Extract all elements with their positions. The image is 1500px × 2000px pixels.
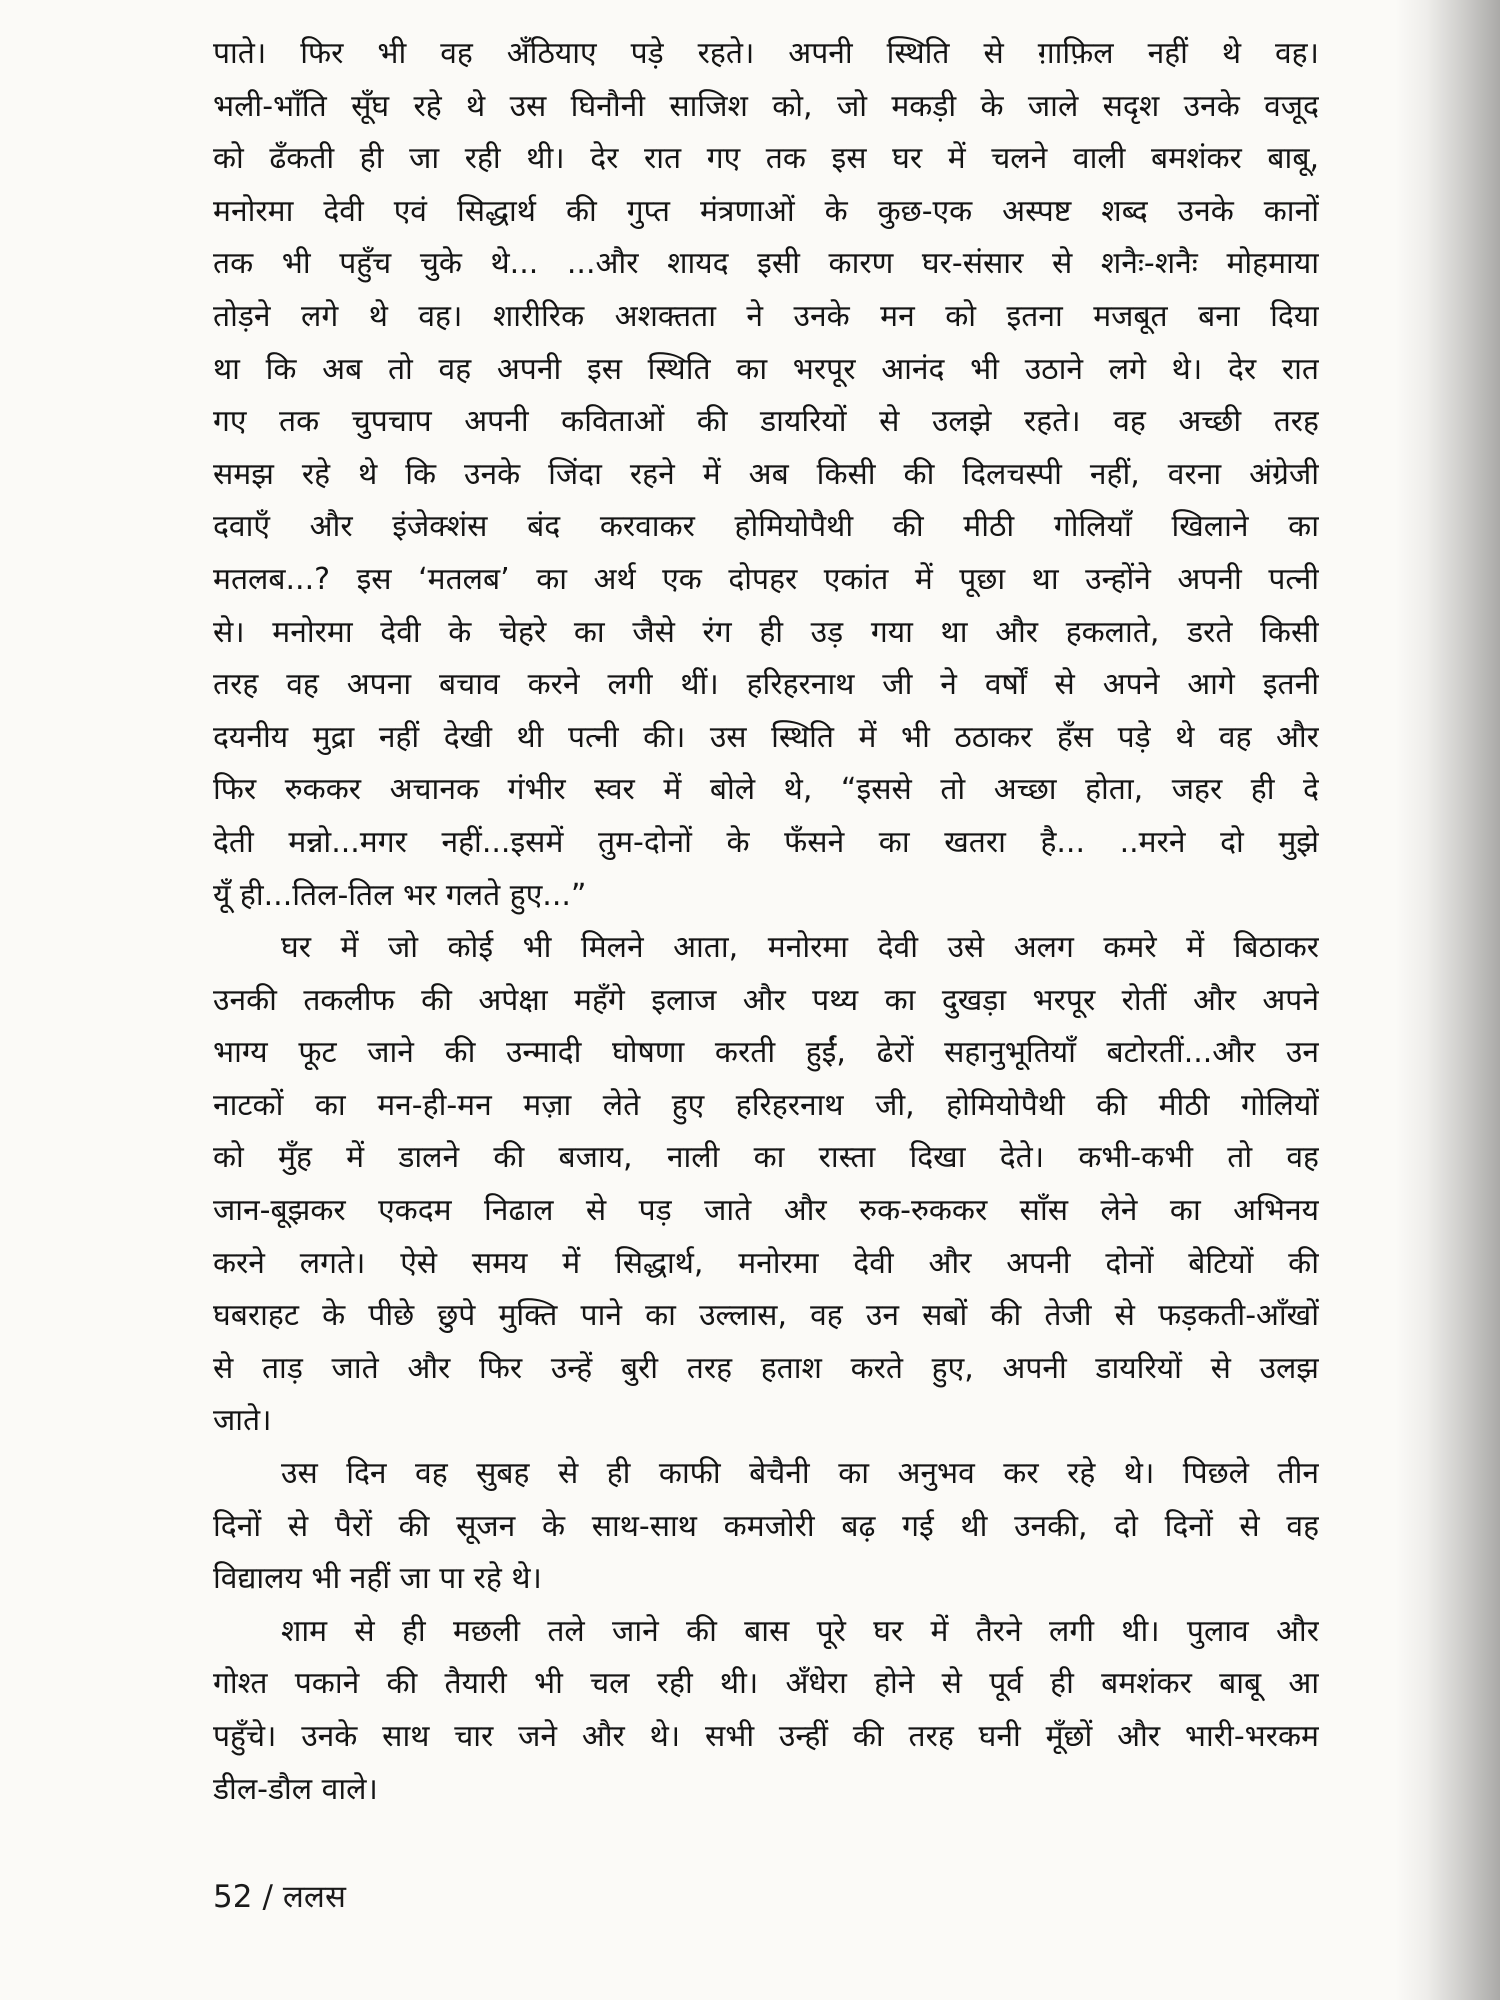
text-line-4: मनोरमा देवी एवं सिद्धार्थ की गुप्त मंत्रणाओं के कुछ-एक अस्पष्ट शब्द उनके कानों	[213, 193, 1319, 229]
page-number: 52	[213, 1879, 253, 1915]
text-line-33: पहुँचे। उनके साथ चार जने और थे। सभी उन्हीं की तरह घनी मूँछों और भारी-भरकम	[213, 1719, 1319, 1754]
text-line-30: विद्यालय भी नहीं जा पा रहे थे।	[213, 1561, 542, 1597]
text-line-27: जाते।	[213, 1403, 272, 1439]
running-title: ललस	[282, 1879, 346, 1915]
text-line-18: घर में जो कोई भी मिलने आता, मनोरमा देवी उसे अलग कमरे में बिठाकर	[281, 930, 1319, 966]
body-text	[213, 28, 1319, 1816]
text-line-3: को ढँकती ही जा रही थी। देर रात गए तक इस घर में चलने वाली बमशंकर बाबू,	[213, 141, 1319, 177]
text-line-1: पाते। फिर भी वह अँठियाए पड़े रहते। अपनी स्थिति से ग़ाफ़िल नहीं थे वह।	[213, 36, 1319, 71]
text-line-23: जान-बूझकर एकदम निढाल से पड़ जाते और रुक-रुककर साँस लेने का अभिनय	[213, 1193, 1319, 1229]
text-line-28: उस दिन वह सुबह से ही काफी बेचैनी का अनुभव कर रहे थे। पिछले तीन	[281, 1456, 1319, 1492]
footer-separator: /	[262, 1879, 273, 1915]
text-line-24: करने लगते। ऐसे समय में सिद्धार्थ, मनोरमा देवी और अपनी दोनों बेटियों की	[213, 1245, 1319, 1281]
text-line-7: था कि अब तो वह अपनी इस स्थिति का भरपूर आनंद भी उठाने लगे थे। देर रात	[213, 351, 1319, 387]
text-line-22: को मुँह में डालने की बजाय, नाली का रास्ता दिखा देते। कभी-कभी तो वह	[213, 1140, 1319, 1176]
text-line-31: शाम से ही मछली तले जाने की बास पूरे घर में तैरने लगी थी। पुलाव और	[281, 1613, 1319, 1649]
text-line-34: डील-डौल वाले।	[213, 1771, 378, 1807]
text-line-13: तरह वह अपना बचाव करने लगी थीं। हरिहरनाथ जी ने वर्षों से अपने आगे इतनी	[213, 667, 1319, 703]
text-line-20: भाग्य फूट जाने की उन्मादी घोषणा करती हुईं, ढेरों सहानुभूतियाँ बटोरतीं...और उन	[213, 1035, 1319, 1071]
text-line-16: देती मन्नो...मगर नहीं...इसमें तुम-दोनों के फँसने का खतरा है... ..मरने दो मुझे	[213, 824, 1319, 860]
text-line-6: तोड़ने लगे थे वह। शारीरिक अशक्तता ने उनके मन को इतना मजबूत बना दिया	[213, 298, 1319, 334]
text-line-17: यूँ ही...तिल-तिल भर गलते हुए...”	[213, 877, 587, 913]
text-line-12: से। मनोरमा देवी के चेहरे का जैसे रंग ही उड़ गया था और हकलाते, डरते किसी	[213, 614, 1319, 650]
page-footer	[213, 1875, 346, 1917]
spine-shadow	[1395, 0, 1500, 2000]
text-line-14: दयनीय मुद्रा नहीं देखी थी पत्नी की। उस स्थिति में भी ठठाकर हँस पड़े थे वह और	[213, 719, 1319, 755]
text-line-19: उनकी तकलीफ की अपेक्षा महँगे इलाज और पथ्य का दुखड़ा भरपूर रोतीं और अपने	[213, 982, 1319, 1018]
text-line-8: गए तक चुपचाप अपनी कविताओं की डायरियों से उलझे रहते। वह अच्छी तरह	[213, 404, 1319, 440]
text-line-15: फिर रुककर अचानक गंभीर स्वर में बोले थे, “इससे तो अच्छा होता, जहर ही दे	[213, 772, 1319, 808]
text-line-25: घबराहट के पीछे छुपे मुक्ति पाने का उल्लास, वह उन सबों की तेजी से फड़कती-आँखों	[213, 1298, 1319, 1334]
text-line-5: तक भी पहुँच चुके थे... ...और शायद इसी कारण घर-संसार से शनैः-शनैः मोहमाया	[213, 246, 1319, 282]
text-line-26: से ताड़ जाते और फिर उन्हें बुरी तरह हताश करते हुए, अपनी डायरियों से उलझ	[213, 1350, 1319, 1386]
text-line-10: दवाएँ और इंजेक्शंस बंद करवाकर होमियोपैथी की मीठी गोलियाँ खिलाने का	[213, 509, 1319, 545]
text-line-9: समझ रहे थे कि उनके जिंदा रहने में अब किसी की दिलचस्पी नहीं, वरना अंग्रेजी	[213, 456, 1319, 492]
text-line-2: भली-भाँति सूँघ रहे थे उस घिनौनी साजिश को, जो मकड़ी के जाले सदृश उनके वजूद	[213, 88, 1319, 124]
text-line-29: दिनों से पैरों की सूजन के साथ-साथ कमजोरी बढ़ गई थी उनकी, दो दिनों से वह	[213, 1508, 1319, 1544]
text-line-11: मतलब...? इस ‘मतलब’ का अर्थ एक दोपहर एकांत में पूछा था उन्होंने अपनी पत्नी	[213, 561, 1319, 597]
text-line-32: गोश्त पकाने की तैयारी भी चल रही थी। अँधेरा होने से पूर्व ही बमशंकर बाबू आ	[213, 1666, 1319, 1702]
text-line-21: नाटकों का मन-ही-मन मज़ा लेते हुए हरिहरनाथ जी, होमियोपैथी की मीठी गोलियों	[213, 1087, 1319, 1123]
